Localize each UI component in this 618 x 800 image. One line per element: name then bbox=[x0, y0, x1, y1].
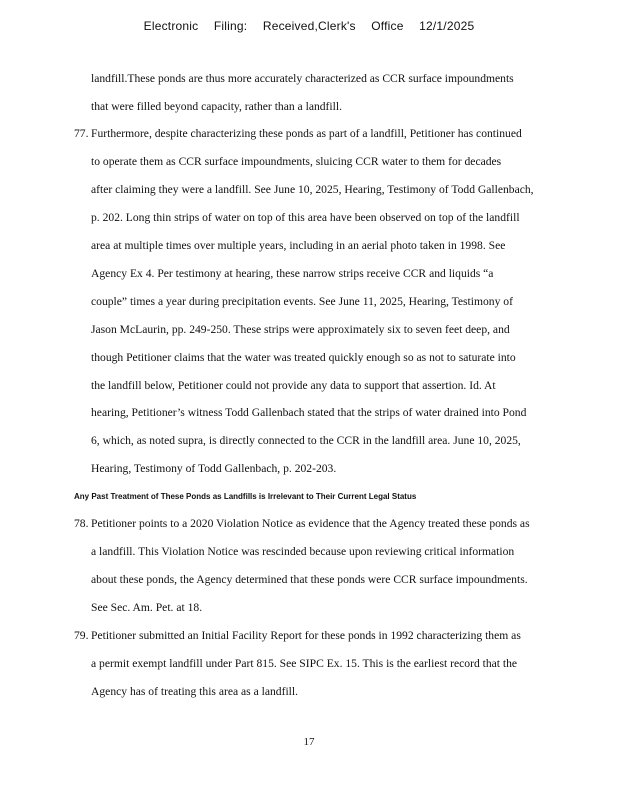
para-79-line: Agency has of treating this area as a landfill. bbox=[91, 685, 299, 698]
para-79-line: Petitioner submitted an Initial Facility Report for these ponds in 1992 characterizing them as bbox=[91, 629, 521, 642]
cont-line: landfill.These ponds are thus more accurately characterized as CCR surface impoundments bbox=[91, 72, 514, 85]
page-number: 17 bbox=[303, 736, 315, 748]
para-78-line: See Sec. Am. Pet. at 18. bbox=[91, 601, 203, 614]
header-electronic: Electronic bbox=[143, 19, 199, 33]
para-77-line: Agency Ex 4. Per testimony at hearing, these narrow strips receive CCR and liquids “a bbox=[91, 267, 494, 280]
para-77-line: Jason McLaurin, pp. 249-250. These strips were approximately six to seven feet deep, and bbox=[91, 323, 510, 336]
para-77-line: after claiming they were a landfill. See June 10, 2025, Hearing, Testimony of Todd Gallenbach, bbox=[91, 183, 534, 196]
para-77-line: Hearing, Testimony of Todd Gallenbach, p. 202-203. bbox=[91, 462, 337, 475]
para-77-line: though Petitioner claims that the water was treated quickly enough so as not to saturate into bbox=[91, 351, 516, 364]
para-77-line: the landfill below, Petitioner could not provide any data to support that assertion. Id. At bbox=[91, 379, 496, 392]
para-78-line: a landfill. This Violation Notice was rescinded because upon reviewing critical information bbox=[91, 545, 515, 558]
header-received: Received,Clerk's bbox=[262, 19, 356, 33]
para-77-line: p. 202. Long thin strips of water on top of this area have been observed on top of the landfill bbox=[91, 211, 520, 224]
para-77-line: to operate them as CCR surface impoundments, sluicing CCR water to them for decades bbox=[91, 155, 502, 168]
para-79-line: a permit exempt landfill under Part 815. See SIPC Ex. 15. This is the earliest record that the bbox=[91, 657, 518, 670]
para-78-number: 78. bbox=[74, 517, 89, 530]
section-heading: Any Past Treatment of These Ponds as Landfills is Irrelevant to Their Current Legal Status bbox=[74, 492, 417, 501]
header-date: 12/1/2025 bbox=[419, 19, 475, 33]
para-77-line: couple” times a year during precipitation events. See June 11, 2025, Hearing, Testimony of bbox=[91, 295, 513, 308]
para-77-line: Furthermore, despite characterizing these ponds as part of a landfill, Petitioner has continued bbox=[91, 127, 522, 140]
para-79-number: 79. bbox=[74, 629, 89, 642]
header-filing: Filing: bbox=[213, 19, 248, 33]
para-77-line: hearing, Petitioner’s witness Todd Gallenbach stated that the strips of water drained into Pond bbox=[91, 406, 527, 419]
para-78-line: Petitioner points to a 2020 Violation Notice as evidence that the Agency treated these ponds as bbox=[91, 517, 530, 530]
para-77-line: 6, which, as noted supra, is directly connected to the CCR in the landfill area. June 10, 2025, bbox=[91, 434, 521, 447]
para-78-line: about these ponds, the Agency determined that these ponds were CCR surface impoundments. bbox=[91, 573, 528, 586]
header-office: Office bbox=[371, 19, 404, 33]
efiling-header bbox=[0, 19, 618, 33]
cont-line: that were filled beyond capacity, rather than a landfill. bbox=[91, 100, 342, 113]
para-77-line: area at multiple times over multiple years, including in an aerial photo taken in 1998. See bbox=[91, 239, 506, 252]
para-77-number: 77. bbox=[74, 127, 89, 140]
